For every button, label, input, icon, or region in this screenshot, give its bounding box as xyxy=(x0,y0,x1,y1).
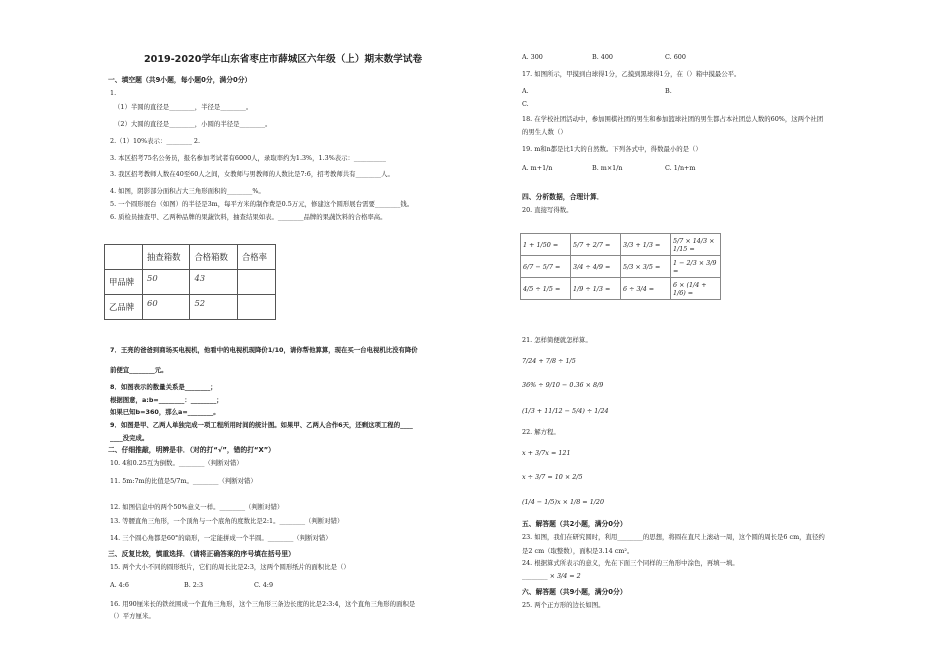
question-15: 15. 两个大小不同的圆形纸片，它们的周长比是2:3，这两个圆形纸片的面积比是（） xyxy=(110,563,350,571)
table-header-row xyxy=(105,245,276,270)
table-cell: 50 xyxy=(143,270,190,295)
calc-cell: 3/3 + 1/3 = xyxy=(621,234,671,256)
table-cell xyxy=(237,270,275,295)
option-b: B. xyxy=(665,87,672,95)
calc-cell: 4/5 ÷ 1/5 = xyxy=(521,278,571,300)
expression-1: 7/24 + 7/8 ÷ 1/5 xyxy=(522,357,576,365)
question-19: 19. m和n都是比1大的自然数。下列各式中，得数最小的是（） xyxy=(522,145,702,153)
question-22: 22. 解方程。 xyxy=(522,428,560,436)
exam-title: 2019-2020学年山东省枣庄市薛城区六年级（上）期末数学试卷 xyxy=(144,54,423,65)
mental-calc-table xyxy=(520,233,721,300)
section-answer-2: 六、解答题（共9小题，满分0分） xyxy=(522,588,627,596)
option-b: B. 2:3 xyxy=(184,581,204,589)
question-23: 23. 如图，我们在研究圆时，利用________的思想，将圆在直尺上滚动一周，这个圆的周长是6 cm，直径约 xyxy=(522,533,825,541)
calc-cell: 6/7 − 5/7 = xyxy=(521,256,571,278)
table-header: 合格箱数 xyxy=(190,245,237,270)
question-16: 16. 用90厘米长的铁丝围成一个直角三角形，这个三角形三条边长度的比是2:3:4，这个直角三角形的面积是 xyxy=(110,600,416,608)
question-13: 13. 等腰直角三角形，一个顶角与一个底角的度数比是2:1。________（判断对错） xyxy=(110,517,344,525)
question-9b: ____没完成。 xyxy=(110,434,149,442)
equation-2: x ÷ 3/7 = 10 × 2/5 xyxy=(522,473,583,481)
table-cell: 乙品牌 xyxy=(105,295,143,320)
calc-cell: 5/7 + 2/7 = xyxy=(571,234,621,256)
option-a: A. m+1/n xyxy=(522,164,553,172)
question-4: 4. 如图，阴影部分面积占大三角形面积的________%。 xyxy=(110,187,265,195)
calc-cell: 5/7 × 14/3 × 1/15 = xyxy=(671,234,721,256)
table-row xyxy=(105,295,276,320)
option-a: A. xyxy=(522,87,529,95)
table-row xyxy=(521,234,721,256)
calc-cell: 1 − 2/3 × 3/9 = xyxy=(671,256,721,278)
question-6: 6. 质检员抽查甲、乙两种品牌的果蔬饮料，抽查结果如表。________品牌的果蔬饮料的合格率高。 xyxy=(110,213,387,221)
calc-cell: 1/9 ÷ 1/3 = xyxy=(571,278,621,300)
question-7b: 前便宜________元。 xyxy=(110,366,168,374)
option-a: A. 300 xyxy=(522,53,543,61)
table-cell xyxy=(237,295,275,320)
question-14: 14. 三个圆心角都是60°的扇形，一定能拼成一个半圆。________（判断对错） xyxy=(110,534,332,542)
question-5: 5. 一个圆形展台（如图）的半径是3m，每平方米的制作费是0.5万元，修建这个圆形展台需要________钱。 xyxy=(110,200,414,208)
question-1b: （2）大圆的直径是________，小圆的半径是________。 xyxy=(114,120,272,128)
table-row xyxy=(521,278,721,300)
calc-cell: 5/3 × 3/5 = xyxy=(621,256,671,278)
option-c: C. 600 xyxy=(665,53,686,61)
section-calculation: 四、分析数据，合理计算． xyxy=(522,193,604,201)
table-cell: 甲品牌 xyxy=(105,270,143,295)
question-23b: 是2 cm（取整数），面积是3.14 cm²。 xyxy=(522,547,634,555)
equation-1: x + 3/7x = 121 xyxy=(522,449,571,457)
section-fill-blank: 一、填空题（共9小题，每小题0分，满分0分） xyxy=(108,76,252,84)
question-8b: 根据图意，a:b=________：________； xyxy=(110,396,223,404)
question-1a: （1）半圆的直径是________，半径是________。 xyxy=(114,103,253,111)
table-row xyxy=(105,270,276,295)
calc-cell: 6 ÷ 3/4 = xyxy=(621,278,671,300)
option-b: B. 400 xyxy=(592,53,613,61)
table-row xyxy=(521,256,721,278)
section-true-false: 二、仔细推敲，明辨是非．（对的打“√”，错的打“X”） xyxy=(108,446,275,454)
table-cell: 43 xyxy=(190,270,237,295)
question-7: 7．王亮的爸爸到商场买电视机，他看中的电视机现降价1/10，请你帮他算算，现在买一台电视机比没有降价 xyxy=(110,346,418,354)
question-8c: 如果已知b=360，那么a=________。 xyxy=(110,408,220,416)
table-cell: 60 xyxy=(143,295,190,320)
option-b: B. m×1/n xyxy=(592,164,623,172)
question-1: 1. xyxy=(110,89,117,97)
question-9: 9．如图是甲、乙两人单独完成一项工程所用时间的统计图。如果甲、乙两人合作6天，还剩这项工程的____ xyxy=(110,421,413,429)
question-2: 2.（1）10%表示：________ 2. xyxy=(110,137,201,145)
calc-cell: 1 + 1/50 = xyxy=(521,234,571,256)
question-21: 21. 怎样简便就怎样算。 xyxy=(522,336,592,344)
section-answer: 五、解答题（共2小题，满分0分） xyxy=(522,520,627,528)
question-3: 3. 本区招考75名公务员，报名参加考试者有6000人，录取率约为1.3%，1.3%表示：__________ xyxy=(110,154,386,162)
question-3b: 3. 我区招考教师人数在40至60人之间，女教师与男教师的人数比是7:6，招考教师共有________人。 xyxy=(110,170,394,178)
question-16b: （）平方厘米。 xyxy=(110,612,155,620)
option-c: C. 4:9 xyxy=(254,581,274,589)
question-11: 11. 5m:7m的比值是5/7m。________（判断对错） xyxy=(110,477,257,485)
quality-check-table xyxy=(104,244,276,320)
calc-cell: 6 × (1/4 + 1/6) = xyxy=(671,278,721,300)
question-24b: ________ × 3/4 = 2 xyxy=(522,572,581,580)
table-header: 合格率 xyxy=(237,245,275,270)
question-20: 20. 直接写得数。 xyxy=(522,206,573,214)
question-18: 18. 在学校社团活动中，参加围棋社团的男生和参加篮球社团的男生都占本社团总人数的60%，这两个社团 xyxy=(522,115,824,123)
section-choice: 三、反复比较，慎重选择．（请将正确答案的序号填在括号里） xyxy=(108,550,295,558)
option-c: C. 1/n+m xyxy=(665,164,696,172)
table-header xyxy=(105,245,143,270)
expression-2: 36% ÷ 9/10 − 0.36 × 8/9 xyxy=(522,381,604,389)
expression-3: (1/3 + 11/12 − 5/4) ÷ 1/24 xyxy=(522,407,609,415)
question-25: 25. 两个正方形的边长如图。 xyxy=(522,601,605,609)
question-12: 12. 如图信息中的两个50%意义一样。________（判断对错） xyxy=(110,503,284,511)
question-18b: 的男生人数（） xyxy=(522,128,567,136)
question-8: 8．如图表示的数量关系是________； xyxy=(110,383,217,391)
equation-3: (1/4 − 1/5)x × 1/8 = 1/20 xyxy=(522,498,605,506)
option-a: A. 4:6 xyxy=(110,581,129,589)
table-cell: 52 xyxy=(190,295,237,320)
table-header: 抽查箱数 xyxy=(143,245,190,270)
question-24: 24. 根据算式所表示的意义，先在下面三个同样的三角形中涂色，再填一填。 xyxy=(522,559,739,567)
question-17: 17. 如图所示，甲摸到白球得1分，乙摸到黑球得1分，在（）箱中摸最公平。 xyxy=(522,70,741,78)
question-10: 10. 4和0.25互为倒数。________（判断对错） xyxy=(110,459,243,467)
calc-cell: 3/4 ÷ 4/9 = xyxy=(571,256,621,278)
option-c: C. xyxy=(522,100,529,108)
